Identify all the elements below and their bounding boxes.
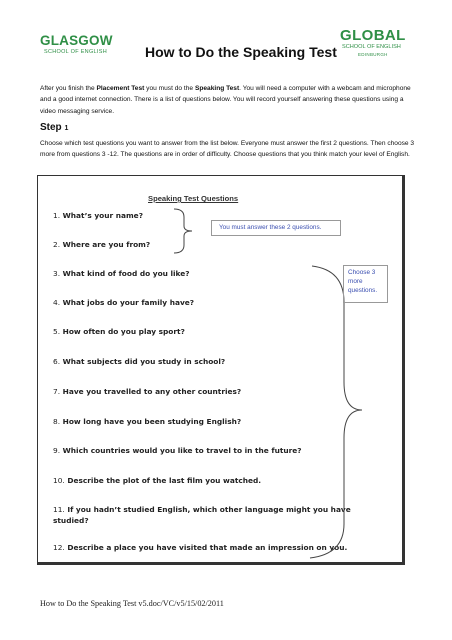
question-text: What jobs do your family have? xyxy=(62,298,195,307)
question-number: 6. xyxy=(53,357,61,366)
intro-paragraph xyxy=(40,83,420,117)
logo-right-sub2: EDINBURGH xyxy=(358,52,388,57)
question-number: 4. xyxy=(53,298,61,307)
glasgow-logo xyxy=(40,33,112,59)
question-number: 9. xyxy=(53,446,61,455)
question-text: Which countries would you like to travel to in the future? xyxy=(62,446,302,455)
logo-right-word: GLOBAL xyxy=(340,27,406,44)
question-text: Where are you from? xyxy=(62,240,151,249)
logo-left-word: GLASGOW xyxy=(40,33,113,48)
question-text: Describe a place you have visited that made an impression on you. xyxy=(67,543,348,552)
logo-right-sub: SCHOOL OF ENGLISH xyxy=(342,44,401,50)
question-4 xyxy=(53,298,194,307)
step-heading xyxy=(40,122,68,133)
question-1 xyxy=(53,211,143,220)
large-brace-icon xyxy=(300,262,370,562)
question-text: What subjects did you study in school? xyxy=(62,357,226,366)
question-number: 7. xyxy=(53,387,61,396)
small-brace-icon xyxy=(170,207,200,255)
global-logo xyxy=(340,27,420,59)
question-7 xyxy=(53,387,241,396)
intro-placement-test: Placement Test xyxy=(96,85,145,92)
question-number: 10. xyxy=(53,476,65,485)
question-2 xyxy=(53,240,150,249)
question-6 xyxy=(53,357,225,366)
question-5 xyxy=(53,327,185,336)
question-number: 12. xyxy=(53,543,65,552)
question-9 xyxy=(53,446,302,455)
step-label: Step xyxy=(40,122,62,133)
question-text: Have you travelled to any other countries? xyxy=(62,387,242,396)
step-number: 1 xyxy=(64,125,69,132)
question-10 xyxy=(53,476,261,485)
questions-heading: Speaking Test Questions xyxy=(148,194,239,203)
intro-text-2: you must do the xyxy=(144,85,195,92)
question-number: 5. xyxy=(53,327,61,336)
question-text: If you hadn’t studied English, which other language might you have studied? xyxy=(53,505,351,525)
question-text: How long have you been studying English? xyxy=(62,417,242,426)
intro-text-1: After you finish the xyxy=(40,85,97,92)
question-3 xyxy=(53,269,190,278)
question-text: How often do you play sport? xyxy=(62,327,185,336)
logo-left-sub: SCHOOL OF ENGLISH xyxy=(44,49,107,55)
document-footer: How to Do the Speaking Test v5.doc/VC/v5/15/02/2011 xyxy=(40,599,224,608)
question-text: What kind of food do you like? xyxy=(62,269,190,278)
question-text: Describe the plot of the last film you watched. xyxy=(67,476,262,485)
question-number: 1. xyxy=(53,211,61,220)
question-number: 11. xyxy=(53,505,65,514)
intro-text-3: . You will need a computer with a webcam and microphone and a good internet connection. There is a list of questions below. You will record yourself answering these questions using a video messaging service. xyxy=(40,85,411,115)
page-title: How to Do the Speaking Test xyxy=(145,44,337,60)
question-number: 8. xyxy=(53,417,61,426)
intro-speaking-test: Speaking Test xyxy=(194,85,240,92)
step-description: Choose which test questions you want to answer from the list below. Everyone must answer the first 2 questions. Then choose 3 more from questions 3 -12. The questions are in order of difficulty. Choose questions that you think match your level of English. xyxy=(40,140,415,159)
question-number: 2. xyxy=(53,240,61,249)
question-text: What’s your name? xyxy=(62,211,143,220)
required-questions-note: You must answer these 2 questions. xyxy=(211,220,341,236)
choose-questions-note: Choose 3 more questions. xyxy=(343,265,388,303)
question-number: 3. xyxy=(53,269,61,278)
question-8 xyxy=(53,417,241,426)
